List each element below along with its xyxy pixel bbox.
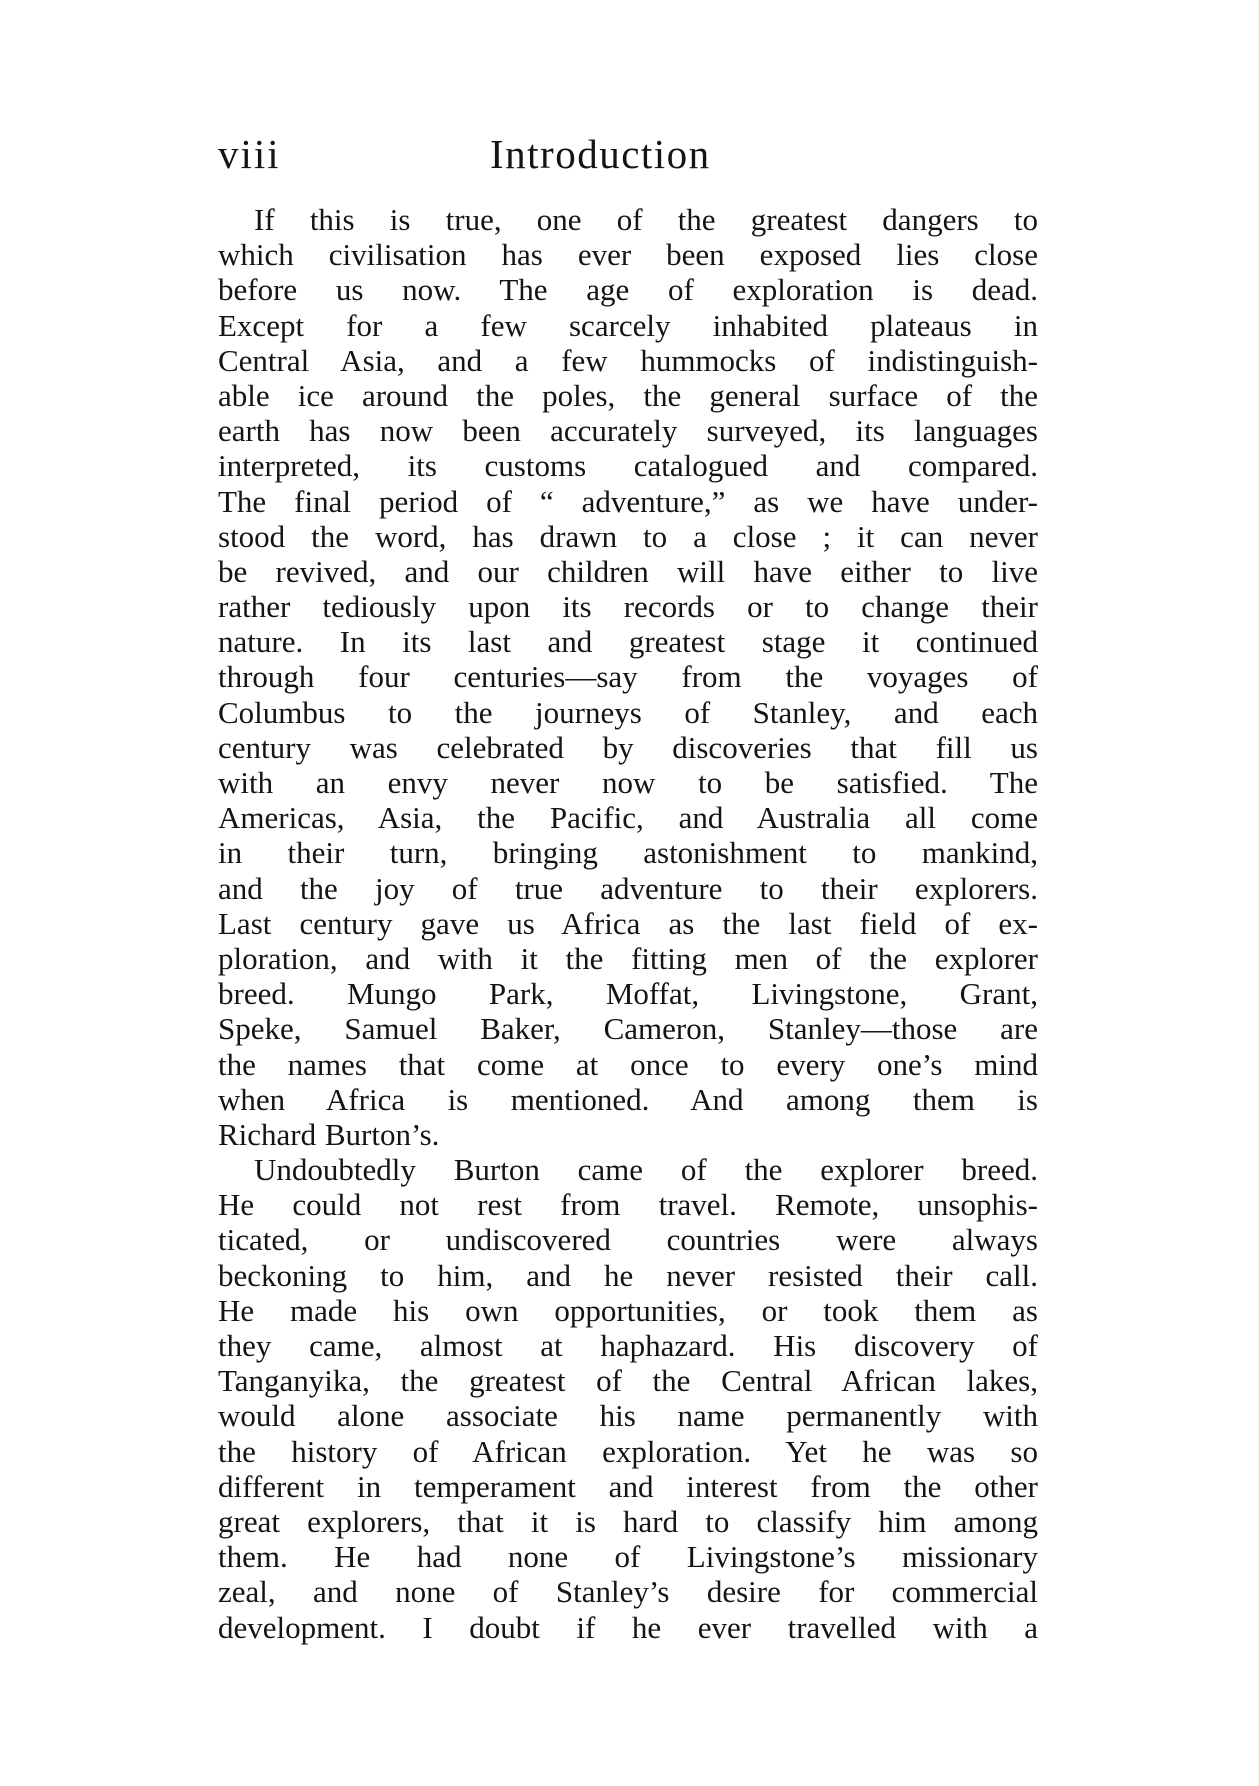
text-line: the history of African exploration. Yet he was so [218, 1433, 1038, 1469]
running-head: Introduction [490, 131, 711, 177]
text-line: great explorers, that it is hard to classify him among [218, 1503, 1038, 1539]
text-line: ticated, or undiscovered countries were always [218, 1222, 1038, 1258]
text-line: Americas, Asia, the Pacific, and Australia all come [218, 800, 1038, 836]
text-line: in their turn, bringing astonishment to mankind, [218, 835, 1038, 871]
text-line: the names that come at once to every one’s mind [218, 1046, 1038, 1082]
text-line: them. He had none of Livingstone’s missionary [218, 1539, 1038, 1575]
text-line: they came, almost at haphazard. His discovery of [218, 1328, 1038, 1363]
text-line: He made his own opportunities, or took them as [218, 1292, 1038, 1328]
text-line: zeal, and none of Stanley’s desire for commercial [218, 1574, 1038, 1610]
text-line: stood the word, has drawn to a close ; it can never [218, 518, 1038, 554]
text-line: Last century gave us Africa as the last field of ex- [218, 905, 1038, 941]
text-line: He could not rest from travel. Remote, unsophis- [218, 1187, 1038, 1223]
text-line: interpreted, its customs catalogued and compared. [218, 448, 1038, 484]
text-line: beckoning to him, and he never resisted their call. [218, 1257, 1038, 1293]
text-line: different in temperament and interest from the other [218, 1468, 1038, 1504]
text-line: earth has now been accurately surveyed, its languages [218, 413, 1038, 449]
text-line: which civilisation has ever been exposed lies close [218, 237, 1038, 273]
text-line: Undoubtedly Burton came of the explorer breed. [254, 1152, 1038, 1188]
text-line: Except for a few scarcely inhabited plateaus in [218, 307, 1038, 343]
text-line: be revived, and our children will have either to live [218, 553, 1038, 589]
text-line: ploration, and with it the fitting men of the explorer [218, 940, 1038, 976]
text-line: with an envy never now to be satisfied. The [218, 765, 1038, 800]
body-text [218, 202, 1038, 1645]
text-line: before us now. The age of exploration is dead. [218, 272, 1038, 308]
text-line: Richard Burton’s. [218, 1116, 440, 1152]
text-line: The final period of “ adventure,” as we have under- [218, 483, 1038, 519]
text-line: would alone associate his name permanently with [218, 1398, 1038, 1434]
text-line: and the joy of true adventure to their explorers. [218, 870, 1038, 906]
text-line: able ice around the poles, the general surface of the [218, 377, 1038, 413]
text-line: nature. In its last and greatest stage it continued [218, 624, 1038, 660]
text-line: Speke, Samuel Baker, Cameron, Stanley—those are [218, 1011, 1038, 1047]
text-line: If this is true, one of the greatest dangers to [254, 202, 1038, 237]
text-line: Columbus to the journeys of Stanley, and each [218, 694, 1038, 730]
text-line: breed. Mungo Park, Moffat, Livingstone, Grant, [218, 976, 1038, 1012]
text-line: when Africa is mentioned. And among them is [218, 1081, 1038, 1117]
text-line: Tanganyika, the greatest of the Central African lakes, [218, 1363, 1038, 1399]
text-line: rather tediously upon its records or to change their [218, 589, 1038, 625]
text-line: Central Asia, and a few hummocks of indistinguish- [218, 342, 1038, 378]
text-line: century was celebrated by discoveries that fill us [218, 729, 1038, 765]
page-header [218, 128, 1038, 188]
page-number: viii [218, 131, 281, 177]
text-line: development. I doubt if he ever travelled with a [218, 1609, 1038, 1645]
text-line: through four centuries—say from the voyages of [218, 659, 1038, 695]
